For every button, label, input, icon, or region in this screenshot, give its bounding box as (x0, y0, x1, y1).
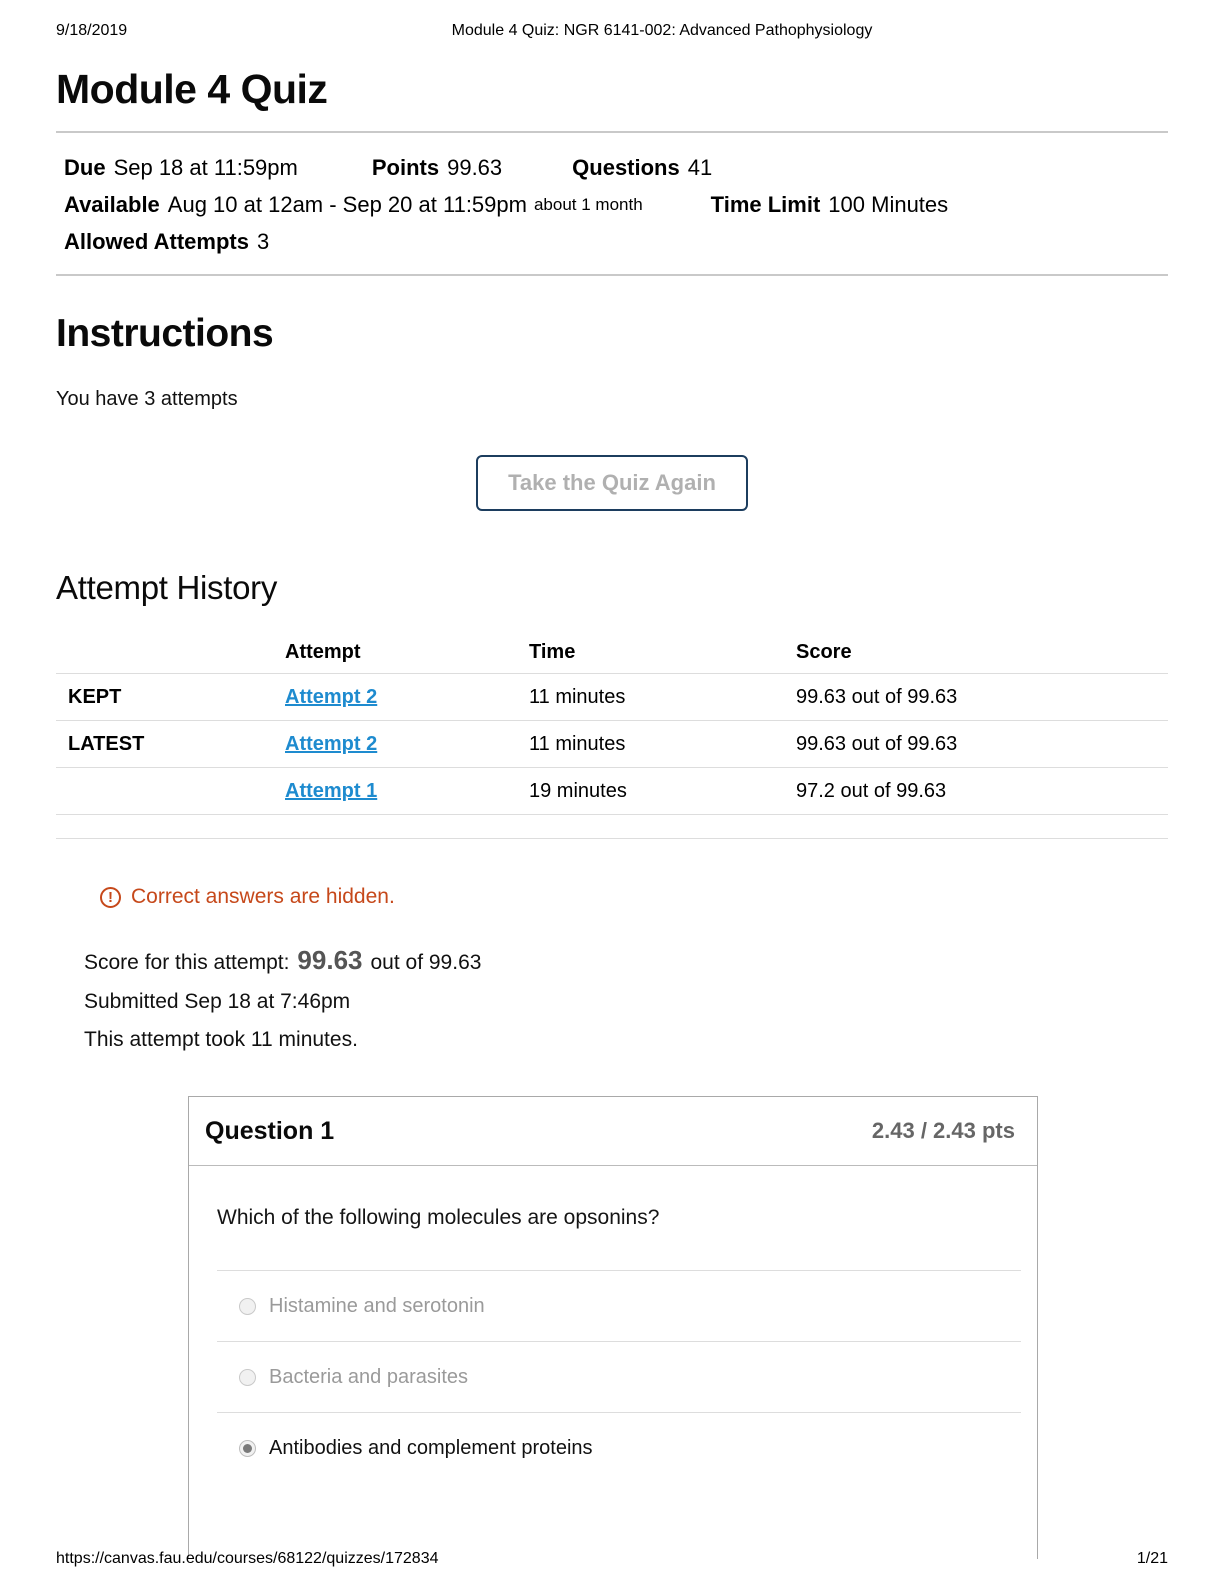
score-line (84, 945, 1168, 976)
points-value: 99.63 (447, 155, 503, 180)
question-header (189, 1097, 1037, 1166)
quiz-details (56, 133, 1168, 274)
warning-text: Correct answers are hidden. (131, 885, 395, 908)
attempt-score: 99.63 out of 99.63 (796, 685, 958, 708)
attempt-link[interactable]: Attempt 1 (285, 779, 378, 802)
warning-icon: ! (100, 887, 121, 908)
question-text: Which of the following molecules are opsonins? (217, 1206, 660, 1229)
question-title: Question 1 (205, 1116, 335, 1145)
attempt-time: 11 minutes (529, 732, 626, 755)
footer-page-number: 1/21 (1136, 1550, 1168, 1567)
instructions-heading: Instructions (56, 312, 274, 355)
score-prefix: Score for this attempt: (84, 951, 290, 974)
print-date: 9/18/2019 (56, 22, 128, 39)
attempt-link[interactable]: Attempt 2 (285, 685, 378, 708)
column-header-score: Score (796, 640, 852, 663)
answer-option[interactable] (217, 1341, 1021, 1412)
answer-option[interactable] (217, 1270, 1021, 1341)
radio-button-icon[interactable] (239, 1298, 256, 1315)
details-row-1 (64, 149, 1160, 186)
answer-option-label: Bacteria and parasites (269, 1366, 469, 1388)
warning-banner (100, 885, 1168, 909)
answer-option-label: Antibodies and complement proteins (269, 1437, 593, 1459)
column-header-time: Time (529, 640, 576, 663)
available-label: Available (64, 192, 160, 217)
attempt-link[interactable]: Attempt 2 (285, 732, 378, 755)
attempt-duration-line: This attempt took 11 minutes. (84, 1028, 358, 1051)
time-limit-label: Time Limit (710, 192, 821, 217)
table-row (56, 767, 1168, 814)
details-row-2 (64, 186, 1160, 223)
instructions-body: You have 3 attempts (56, 388, 238, 410)
attempt-time: 19 minutes (529, 779, 627, 802)
due-value: Sep 18 at 11:59pm (113, 155, 298, 180)
table-bottom-border (56, 838, 1168, 839)
radio-button-icon[interactable] (239, 1440, 256, 1457)
question-card (188, 1096, 1038, 1559)
print-footer (56, 1550, 1168, 1568)
allowed-attempts-label: Allowed Attempts (64, 229, 249, 254)
question-points: 2.43 / 2.43 pts (871, 1118, 1015, 1143)
attempt-score: 97.2 out of 99.63 (796, 779, 947, 802)
score-suffix: out of 99.63 (370, 951, 482, 974)
table-row (56, 673, 1168, 720)
table-header-row (56, 631, 1168, 673)
available-value: Aug 10 at 12am - Sep 20 at 11:59pm (167, 192, 527, 217)
radio-button-icon[interactable] (239, 1369, 256, 1386)
time-limit-value: 100 Minutes (828, 192, 949, 217)
table-row (56, 720, 1168, 767)
available-note: about 1 month (533, 195, 643, 214)
divider (56, 274, 1168, 276)
question-body (189, 1166, 1037, 1483)
details-row-3 (64, 223, 1160, 260)
row-status-label: LATEST (68, 732, 145, 755)
column-header-attempt: Attempt (285, 640, 361, 663)
submitted-line: Submitted Sep 18 at 7:46pm (84, 990, 351, 1013)
allowed-attempts-value: 3 (256, 229, 270, 254)
attempt-score: 99.63 out of 99.63 (796, 732, 958, 755)
attempt-time: 11 minutes (529, 685, 626, 708)
attempt-history-table (56, 631, 1168, 839)
answer-option-label: Histamine and serotonin (269, 1295, 485, 1317)
due-label: Due (64, 155, 106, 180)
footer-url: https://canvas.fau.edu/courses/68122/quizzes/172834 (56, 1550, 439, 1567)
print-title: Module 4 Quiz: NGR 6141-002: Advanced Pathophysiology (451, 22, 873, 39)
row-status-label: KEPT (68, 685, 122, 708)
print-header (56, 22, 1168, 40)
take-quiz-again-button[interactable]: Take the Quiz Again (476, 455, 748, 511)
table-bottom-spacer (56, 814, 1168, 838)
answer-option[interactable] (217, 1412, 1021, 1483)
answer-options (189, 1270, 1037, 1483)
attempt-history-heading: Attempt History (56, 569, 278, 606)
questions-value: 41 (687, 155, 713, 180)
button-row (56, 455, 1168, 511)
points-label: Points (371, 155, 440, 180)
score-value: 99.63 (297, 945, 363, 975)
page-title: Module 4 Quiz (56, 66, 328, 112)
questions-label: Questions (572, 155, 680, 180)
